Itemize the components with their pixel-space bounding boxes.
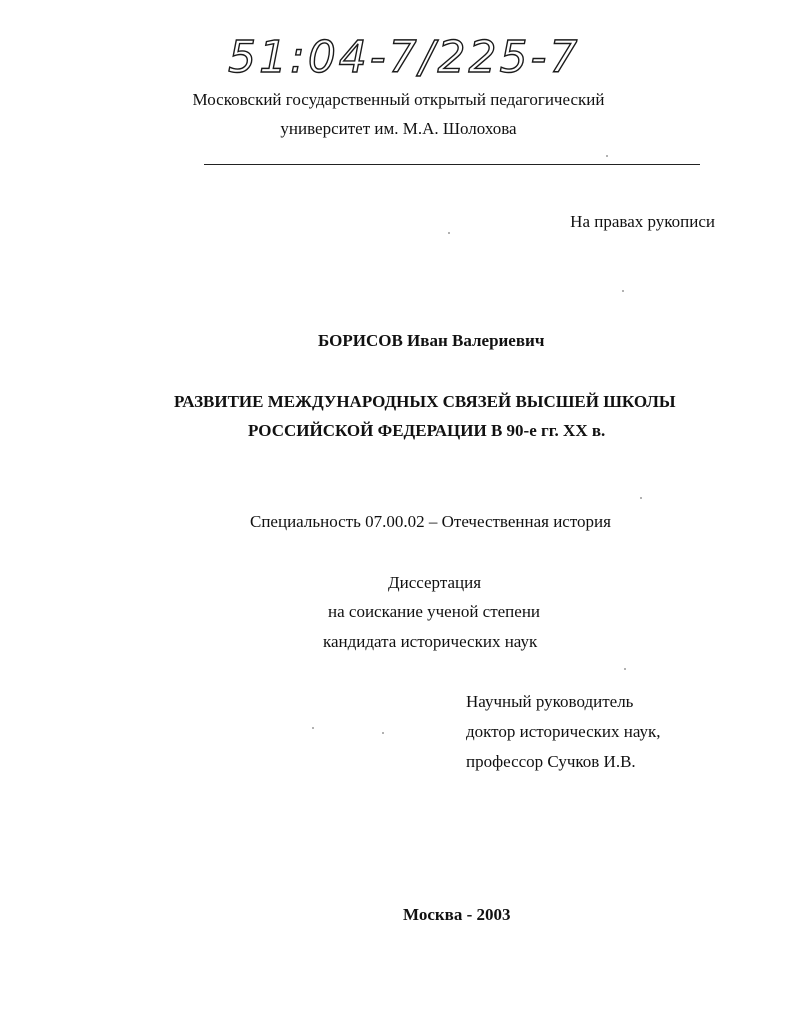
supervisor-line-3: профессор Сучков И.В.	[466, 752, 636, 771]
scan-speck	[312, 727, 314, 729]
dissertation-line-3: кандидата исторических наук	[323, 632, 538, 651]
handwritten-catalog-code	[228, 22, 581, 84]
supervisor-line-2: доктор исторических наук,	[466, 722, 661, 741]
dissertation-line-1: Диссертация	[388, 573, 482, 592]
scan-speck	[622, 290, 624, 292]
title-line-2: РОССИЙСКОЙ ФЕДЕРАЦИИ В 90-е гг. ХХ в.	[248, 421, 606, 440]
scan-speck	[606, 155, 608, 157]
header-divider	[204, 164, 700, 165]
institution-line-2: университет им. М.А. Шолохова	[280, 119, 517, 138]
scan-speck	[640, 497, 642, 499]
handwritten-code-drawing	[228, 22, 581, 84]
title-line-1: РАЗВИТИЕ МЕЖДУНАРОДНЫХ СВЯЗЕЙ ВЫСШЕЙ ШКОЛЫ	[174, 392, 676, 411]
city-year: Москва - 2003	[403, 905, 511, 924]
scan-speck	[382, 732, 384, 734]
specialty: Специальность 07.00.02 – Отечественная история	[250, 512, 611, 531]
dissertation-line-2: на соискание ученой степени	[328, 602, 541, 621]
manuscript-rights: На правах рукописи	[570, 212, 715, 231]
scan-speck	[448, 232, 450, 234]
institution-line-1: Московский государственный открытый педагогический	[192, 90, 605, 109]
scan-speck	[624, 668, 626, 670]
supervisor-line-1: Научный руководитель	[466, 692, 634, 711]
handwritten-code-text: 51:04-7/225-7	[228, 32, 581, 83]
author-name: БОРИСОВ Иван Валериевич	[318, 331, 545, 350]
